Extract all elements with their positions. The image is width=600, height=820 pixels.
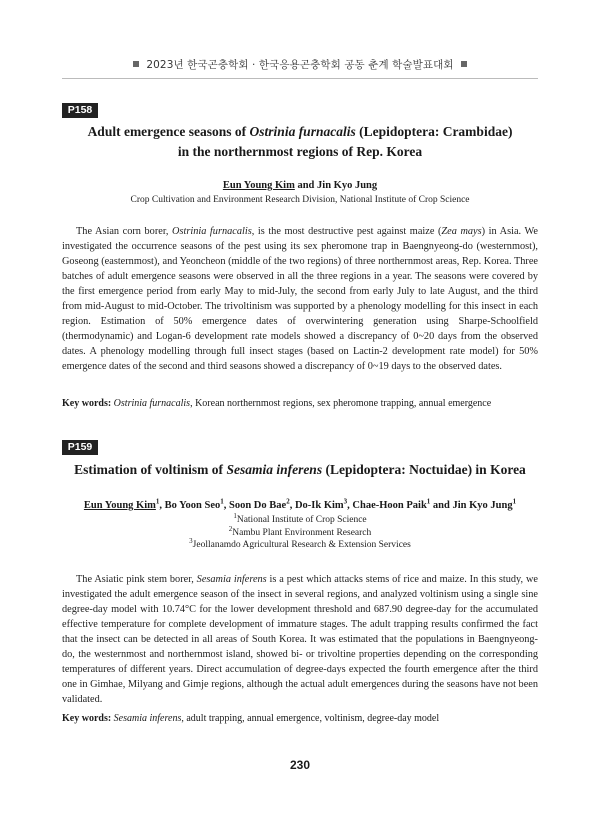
p159-presenting-author: Eun Young Kim [83,500,156,511]
p159-abstract: The Asiatic pink stem borer, Sesamia inferens is a pest which attacks stems of rice and maize. In this study, we investigated the adult emergence season of the insect in several regions, and analyzed voltinism using a single sine degree-day model with 10.74°C for the lower development threshold and 687.90 degree-day for the accumulated effective temperature for complete development of immature stages. The adult trapping results confirmed the fact that the insect can be detected in all areas of South Korea. It was estimated that the populations in Baengnyeong-do, the westernmost and northernmost island, showed bi- or trivoltine properties depending on the corresponding temperatures of different years. Direct accumulation of degree-days expected the fourth emergence after the third one in Gimhae, Milyang and Gimje regions, although the actual adult emergences during the seasons have not been validated. [62,574,538,705]
p159-affiliation-2: $^2$Nambu Plant Environment Research [228,524,372,538]
p158-keywords: Key words: Ostrinia furnacalis, Korean northernmost regions, sex pheromone trapping, annual emergence [62,398,492,409]
p158-affiliation: Crop Cultivation and Environment Research Division, National Institute of Crop Science [130,195,470,205]
p158-title-species: Ostrinia furnacalis [249,124,356,139]
keywords-label: Key words: [62,398,112,409]
running-header-text: 2023년 한국곤충학회 · 한국응용곤충학회 공동 춘계 학술발표대회 [146,59,454,71]
page-number: 230 [289,758,311,772]
p158-presenting-author: Eun Young Kim [222,180,295,191]
p158-abstract: The Asian corn borer, Ostrinia furnacalis, is the most destructive pest against maize (Zea mays) in Asia. We investigated the occurrence seasons of the pest using its sex pheromone trap in Baengnyeong-do (westernmost), Goseong (easternmost), and Yeoncheon (middle of the two regions) of three northernmost areas, Rep. Korea. Three batches of adult emergence seasons were observed in all the three regions in a year. The seasons were covered by the first emergence period from early May to mid-July, the second from early July to late August, and the third from mid-August to mid-October. The trivoltinism was supported by a phenology modelling for this insect in each region. Estimation of 50% emergence dates of overwintering generation using Sharpe-Schoolfield (thermodynamic) and Logan-6 development rate models showed a discrepancy of 0~20 days from the observed dates. A phenology modelling through full insect stages (based on Lactin-2 development rate model) for 50% emergence dates of the second and third seasons showed a discrepancy of 0~19 days to the observed dates. [62,226,538,372]
p158-authors [62,179,538,193]
running-header [0,57,600,72]
p159-title: Estimation of voltinism of Sesamia inferens (Lepidoptera: Noctuidae) in Korea [74,462,526,477]
poster-badge-p158: P158 [62,103,98,118]
p158-title [62,122,538,162]
p159-title-species: Sesamia inferens [226,462,323,477]
keywords-label: Key words: [62,713,112,724]
p159-affiliations [62,511,538,552]
p159-authors: Eun Young Kim$^1$, Bo Yoon Seo$^1$, Soon Do Bae$^2$, Do-Ik Kim$^3$, Chae-Hoon Paik$^1$ and Jin Kyo Jung$^1$ [83,497,517,511]
header-rule [62,78,538,79]
square-bullet-icon [133,61,139,67]
p158-title-line-1: Adult emergence seasons of Ostrinia furnacalis (Lepidoptera: Crambidae) [87,124,513,139]
p158-title-line-2: in the northernmost regions of Rep. Korea [177,144,423,159]
p158-coauthors: and Jin Kyo Jung [294,180,378,191]
p159-keywords: Key words: Sesamia inferens, adult trapping, annual emergence, voltinism, degree-day model [62,713,440,724]
square-bullet-icon [461,61,467,67]
p159-affiliation-1: $^1$National Institute of Crop Science [233,511,367,525]
p159-affiliation-3: $^3$Jeollanamdo Agricultural Research & Extension Services [189,536,411,550]
poster-badge-p159: P159 [62,440,98,455]
